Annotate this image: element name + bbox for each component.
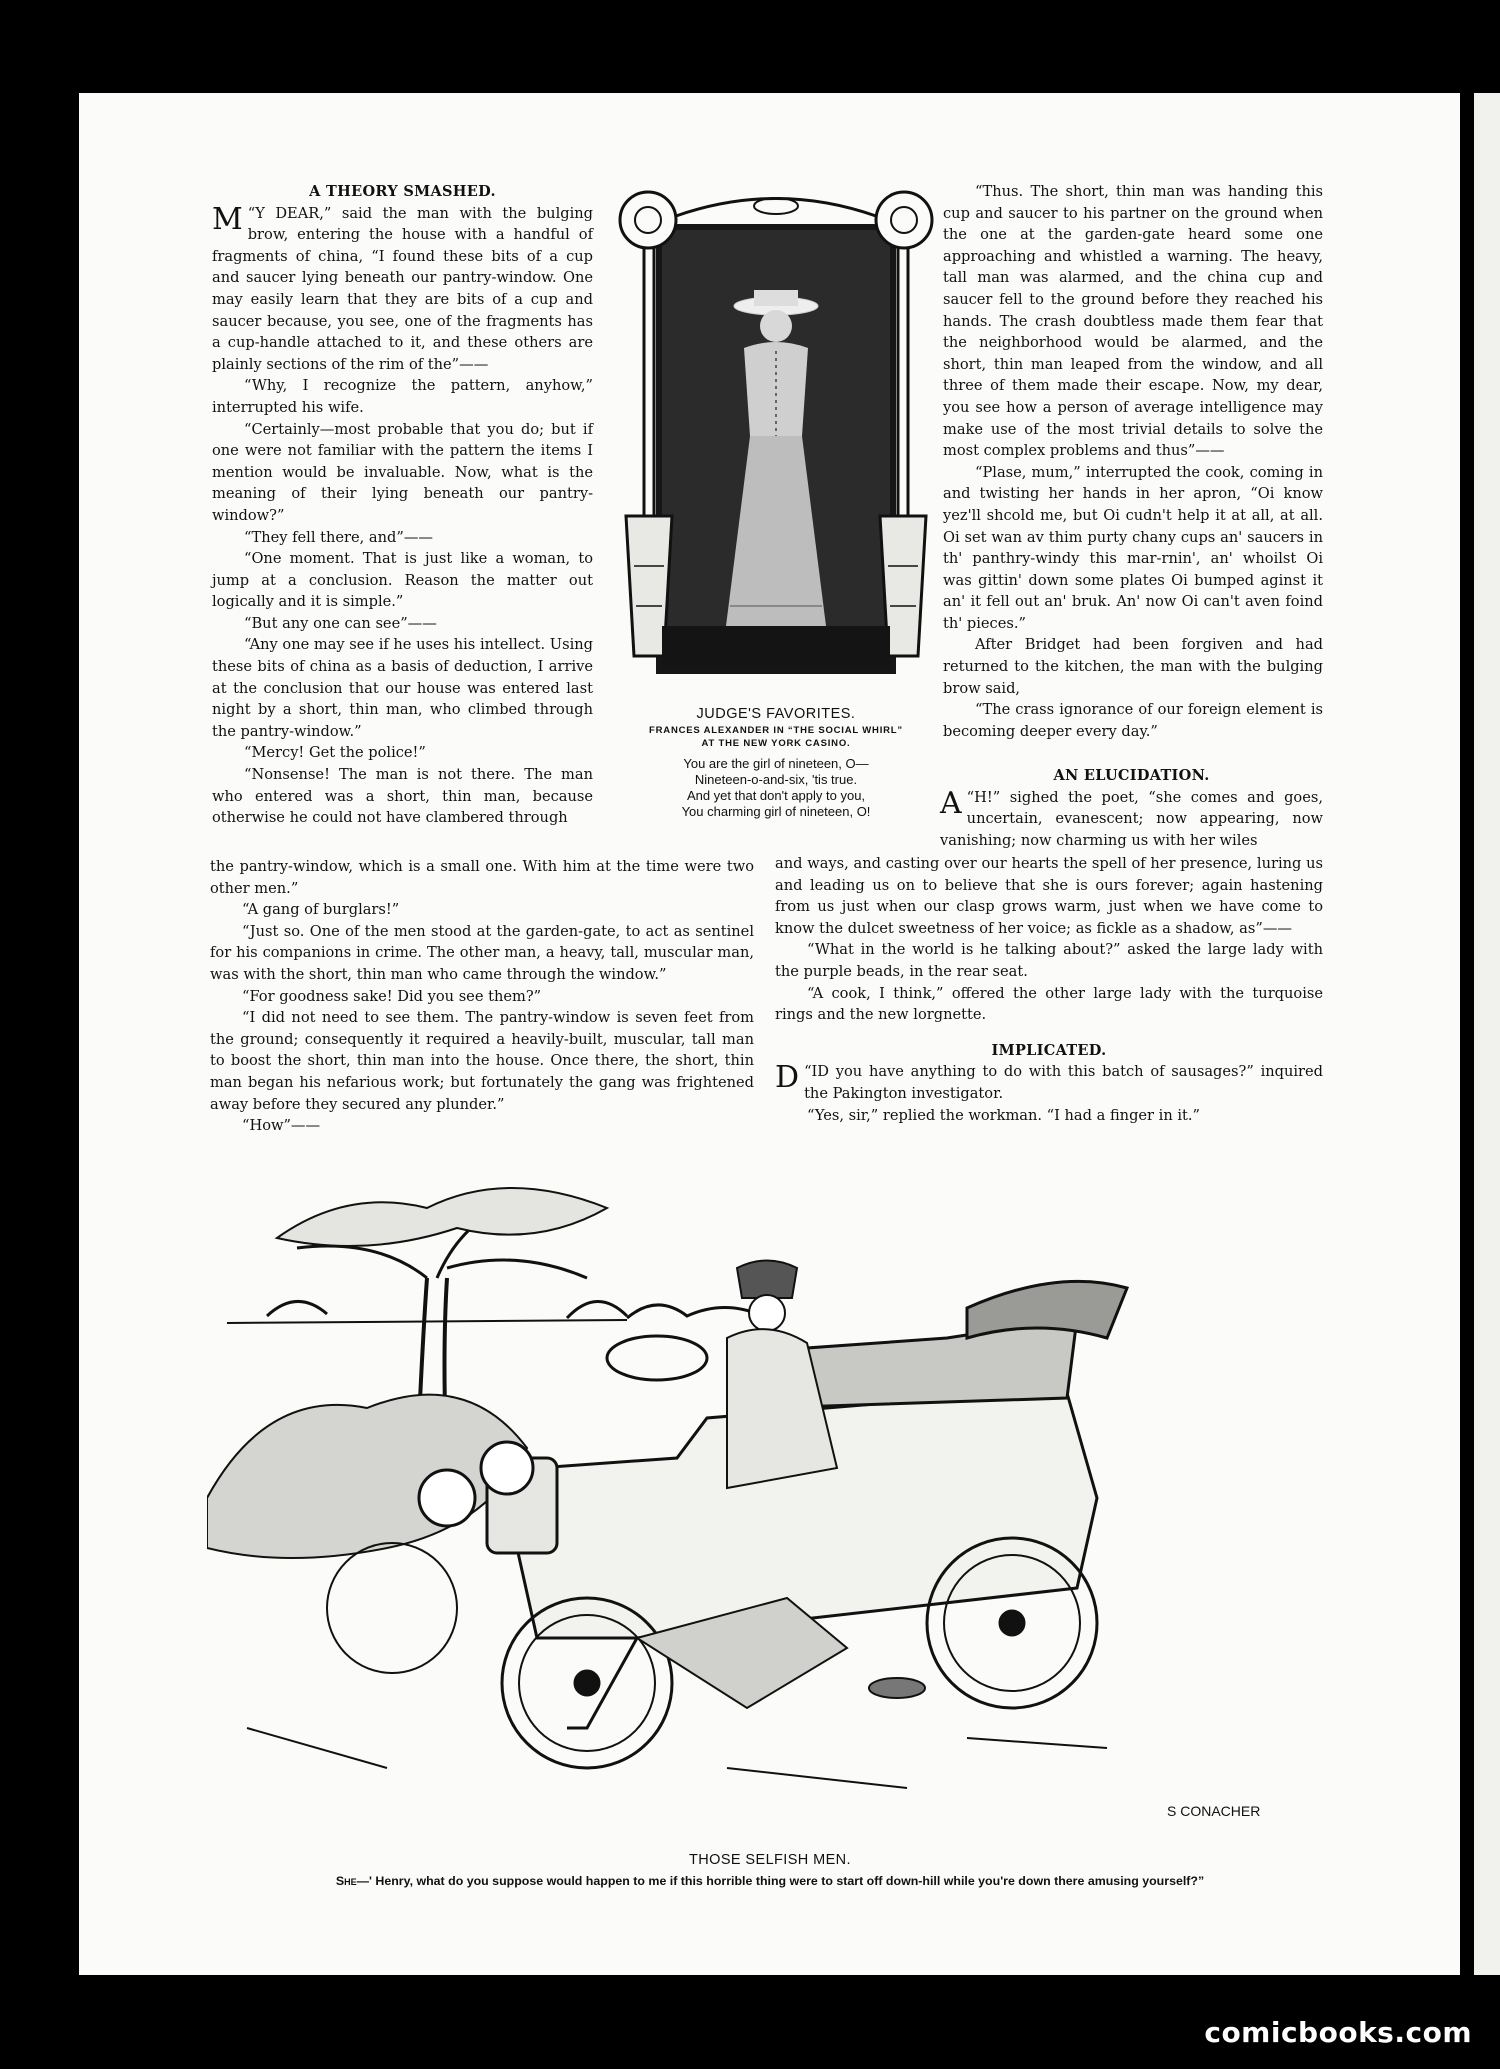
cartoon-speaker: She	[335, 1874, 357, 1888]
theory-dropcap: M	[212, 201, 243, 237]
elucidation-dropcap: A	[940, 785, 962, 821]
theory-paragraph-10: “A gang of burglars!”	[242, 901, 400, 919]
implicated-paragraph-1	[775, 1061, 1323, 1104]
elucidation-paragraph-3: “A cook, I think,” offered the other large lady with the turquoise rings and the new lorgnette.	[775, 984, 1323, 1024]
elucidation-paragraph-1a	[940, 787, 1323, 852]
watermark: comicbooks.com	[1204, 2016, 1472, 2049]
elucidation-title: AN ELUCIDATION.	[1053, 767, 1210, 784]
portrait-illustration	[616, 186, 936, 686]
poem-line: You are the girl of nineteen, O—	[683, 756, 869, 771]
theory-paragraph-11: “Just so. One of the men stood at the garden-gate, to act as sentinel for his companions in crime. The other man, a heavy, tall, muscular man, was with the short, thin man who came through the window.”	[210, 922, 754, 983]
theory-title: A THEORY SMASHED.	[309, 183, 496, 200]
theory-paragraph-3: “Certainly—most probable that you do; but if one were not familiar with the pattern the items I mention would be invaluable. Now, what is the meaning of their lying beneath our pantry-window?”	[212, 420, 593, 524]
col3-paragraph-1: “Thus. The short, thin man was handing this cup and saucer to his partner on the ground when the one at the garden-gate heard some one approaching and whistled a warning. The heavy, tall man was alarmed, and the china cup and saucer fell to the ground before they reached his hands. The crash doubtless made them fear that the neighborhood would be alarmed, and the short, thin man leaped from the window, and all three of them made their escape. Now, my dear, you see how a person of average intelligence may make use of the most trivial details to solve the most complex problems and thus”——	[943, 183, 1323, 460]
implicated-dropcap: D	[775, 1060, 800, 1096]
left-rose-ornament	[620, 192, 676, 248]
theory-paragraph-7: “Any one may see if he uses his intellect. Using these bits of china as a basis of deduction, I arrive at the conclusion that our house was entered last night by a short, thin man, who climbed through the pantry-window.”	[212, 636, 593, 740]
implicated-paragraph-2: “Yes, sir,” replied the workman. “I had a finger in it.”	[807, 1106, 1201, 1124]
right-rose-ornament	[876, 192, 932, 248]
elucidation-paragraph-1b: and ways, and casting over our hearts the spell of her presence, luring us and leading us on to believe that she is ours forever; again hastening from us just when our clasp grows warm, just when we have come to know the dulcet sweetness of her voice; as fickle as a shadow, as”——	[775, 855, 1323, 937]
horizon-line	[227, 1320, 627, 1323]
implicated-p1-text: ID you have anything to do with this batch of sausages?” inquired the Pakington investigator.	[804, 1063, 1323, 1102]
elucidation-continuation	[775, 853, 1323, 1126]
theory-paragraph-6: “But any one can see”——	[244, 614, 437, 632]
theory-paragraph-1	[212, 203, 593, 376]
bushes	[207, 1395, 527, 1558]
theory-paragraph-8: “Mercy! Get the police!”	[244, 744, 426, 762]
theory-paragraph-4: “They fell there, and”——	[244, 528, 434, 546]
theory-paragraph-14: “How”——	[242, 1117, 321, 1135]
col3-paragraph-4: “The crass ignorance of our foreign element is becoming deeper every day.”	[943, 701, 1323, 740]
portrait-title: JUDGE'S FAVORITES.	[696, 706, 856, 722]
artist-signature: S CONACHER	[1167, 1803, 1261, 1819]
theory-paragraph-9b: the pantry-window, which is a small one. With him at the time were two other men.”	[210, 858, 754, 897]
car-cartoon-illustration	[207, 1168, 1333, 1848]
implicated-open-quote: “	[804, 1063, 812, 1081]
elucidation-p1a-text: H!” sighed the poet, “she comes and goes, uncertain, evanescent; now appearing, now vanishing; now charming us with her wiles	[940, 788, 1323, 849]
theory-paragraph-9a: “Nonsense! The man is not there. The man who entered was a short, thin man, because otherwise he could not have clambered through	[212, 766, 593, 827]
theory-paragraph-13: “I did not need to see them. The pantry-window is seven feet from the ground; consequently it required a heavily-built, muscular, tall man to boost the short, thin man into the house. Once there, the short, thin man began his nefarious work; but fortunately the gang was frightened away before they secured any plunder.”	[210, 1009, 754, 1113]
portrait-caption	[605, 706, 947, 820]
theory-paragraph-5: “One moment. That is just like a woman, to jump at a conclusion. Reason the matter out logically and it is simple.”	[212, 550, 593, 611]
theory-continuation	[210, 856, 754, 1137]
theory-paragraph-2: “Why, I recognize the pattern, anyhow,” interrupted his wife.	[212, 377, 593, 416]
theory-paragraph-12: “For goodness sake! Did you see them?”	[242, 987, 542, 1005]
elucidation-open-quote: “	[966, 788, 975, 806]
col3-paragraph-3: After Bridget had been forgiven and had returned to the kitchen, the man with the bulging brow said,	[943, 636, 1323, 697]
elucidation-paragraph-2: “What in the world is he talking about?” asked the large lady with the purple beads, in the rear seat.	[775, 941, 1323, 980]
theory-column	[212, 181, 593, 829]
cartoon-title: THOSE SELFISH MEN.	[689, 1852, 851, 1868]
poem-line: Nineteen-o-and-six, 'tis true.	[694, 772, 858, 787]
col3-paragraph-2: “Plase, mum,” interrupted the cook, coming in and twisting her hands in her apron, “Oi know yez'll shcold me, but Oi cudn't help it at all, at all. Oi set wan av thim purty chany cups an' saucers in th' panthry-windy this mar-rnin', an' whoilst Oi was gittin' down some plates Oi bumped aginst it an' it fell out an' bruk. An' now Oi can't aven foind th' pieces.”	[943, 463, 1323, 632]
theory-ending-column	[943, 181, 1323, 742]
poem-line: You charming girl of nineteen, O!	[681, 804, 871, 819]
adjacent-page-edge	[1474, 93, 1500, 1975]
theory-open-quote: “	[247, 204, 256, 222]
theory-p1-text: Y DEAR,” said the man with the bulging brow, entering the house with a handful of fragments of china, “I found these bits of a cup and saucer lying beneath our pantry-window. One may easily learn that they are bits of a cup and saucer because, you see, one of the fragments has a cup-handle attached to it, and these others are plainly sections of the rim of the”——	[212, 204, 593, 373]
elucidation-implicated-column	[940, 765, 1323, 851]
portrait-poem	[605, 756, 947, 820]
cartoon-caption	[207, 1874, 1333, 1888]
poem-line: And yet that don't apply to you,	[686, 788, 866, 803]
implicated-title: IMPLICATED.	[991, 1041, 1107, 1059]
portrait-subtitle-2: AT THE NEW YORK CASINO.	[701, 738, 851, 749]
cartoon-caption-text: —' Henry, what do you suppose would happen to me if this horrible thing were to start off down-hill while you're down there amusing yourself?”	[356, 1874, 1205, 1888]
portrait-subtitle-1: FRANCES ALEXANDER IN “THE SOCIAL WHIRL”	[649, 725, 903, 736]
